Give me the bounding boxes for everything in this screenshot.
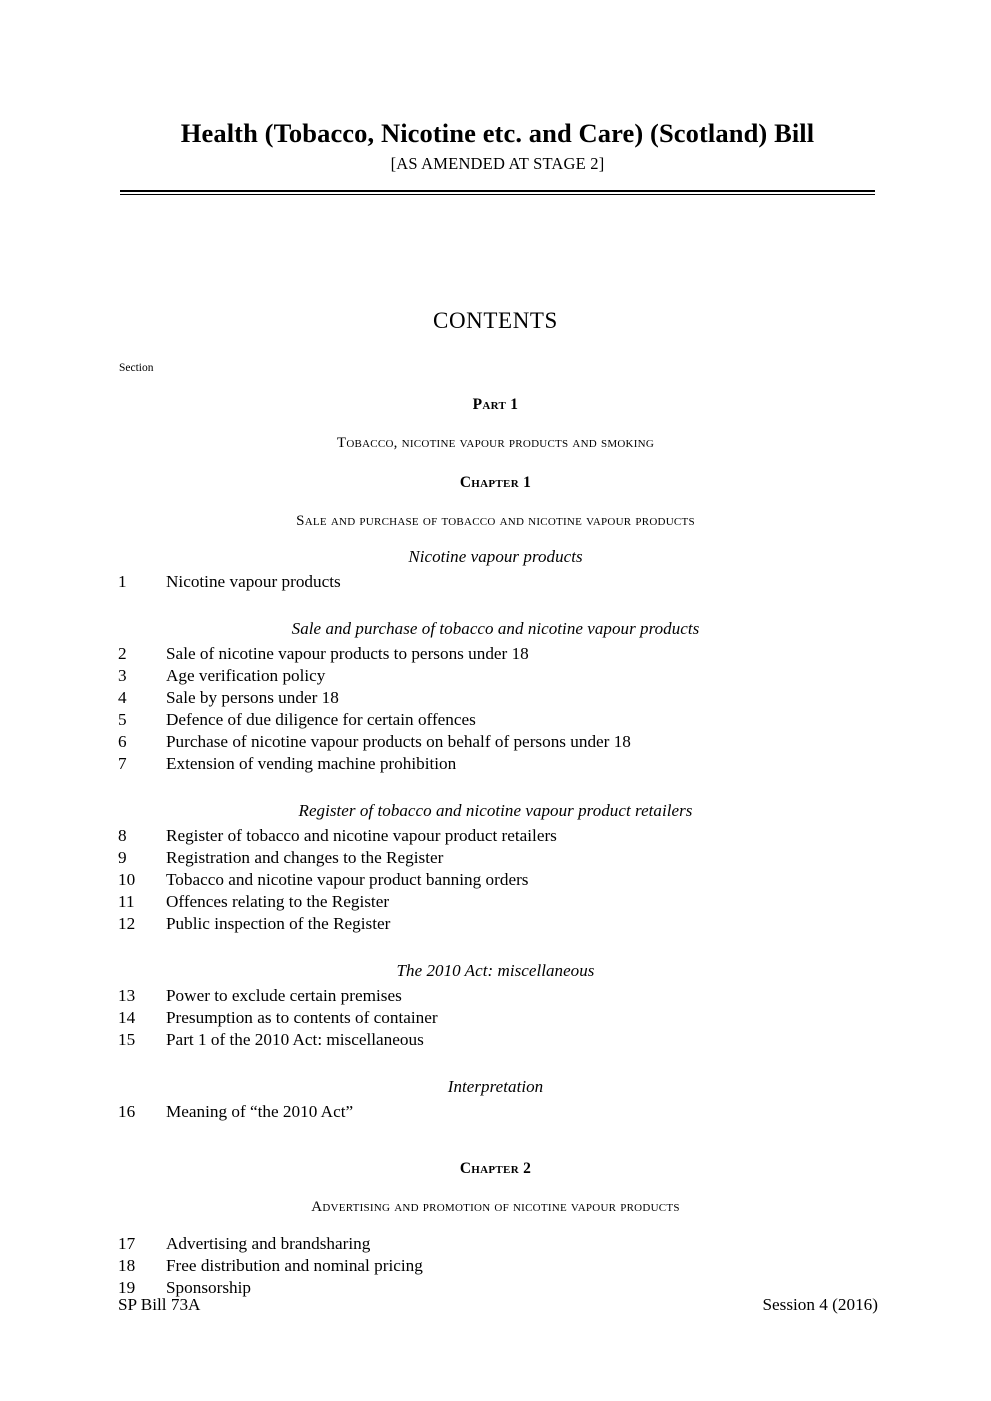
toc-entry[interactable] xyxy=(0,709,991,731)
spacer xyxy=(0,1216,991,1233)
toc-entry-number: 15 xyxy=(118,1030,136,1049)
toc-entry[interactable] xyxy=(0,1101,991,1123)
toc-entry-number: 9 xyxy=(118,848,127,867)
toc-entry[interactable] xyxy=(0,643,991,665)
toc-entry-label: Purchase of nicotine vapour products on behalf of persons under 18 xyxy=(166,732,631,751)
toc-entry-label: Power to exclude certain premises xyxy=(166,986,402,1005)
toc-entry-label: Sale of nicotine vapour products to persons under 18 xyxy=(166,644,529,663)
spacer xyxy=(0,593,991,619)
toc-entry-number: 2 xyxy=(118,644,127,663)
footer-session: Session 4 (2016) xyxy=(762,1295,878,1314)
toc-group-chapter2 xyxy=(0,1233,991,1299)
toc-entry-label: Age verification policy xyxy=(166,666,326,685)
part-subheading: Tobacco, nicotine vapour products and smoking xyxy=(336,435,655,451)
cross-heading-nicotine-vapour-products: Nicotine vapour products xyxy=(408,547,583,566)
toc-entry-label: Offences relating to the Register xyxy=(166,892,390,911)
cross-heading-sale-and-purchase: Sale and purchase of tobacco and nicotine vapour products xyxy=(291,619,700,638)
toc-entry-number: 10 xyxy=(118,870,136,889)
toc-entry[interactable] xyxy=(0,1255,991,1277)
toc-group-4 xyxy=(0,985,991,1051)
toc-entry-label: Meaning of “the 2010 Act” xyxy=(166,1102,354,1121)
toc-entry[interactable] xyxy=(0,985,991,1007)
page-subtitle: [AS AMENDED AT STAGE 2] xyxy=(390,154,605,174)
toc-entry-number: 6 xyxy=(118,732,127,751)
toc-entry[interactable] xyxy=(0,869,991,891)
toc-entry-label: Sponsorship xyxy=(166,1278,251,1297)
toc-entry[interactable] xyxy=(0,1233,991,1255)
toc-entry[interactable] xyxy=(0,847,991,869)
toc-entry-number: 13 xyxy=(118,986,136,1005)
part-heading: Part 1 xyxy=(472,396,519,413)
toc-entry[interactable] xyxy=(0,1029,991,1051)
toc-entry-label: Registration and changes to the Register xyxy=(166,848,444,867)
toc-entry-label: Part 1 of the 2010 Act: miscellaneous xyxy=(166,1030,424,1049)
toc-group-2 xyxy=(0,643,991,775)
section-column-label: Section xyxy=(119,362,154,374)
title-block xyxy=(120,118,875,174)
toc-entry-number: 11 xyxy=(118,892,135,911)
spacer xyxy=(0,492,991,513)
toc-entry-label: Advertising and brandsharing xyxy=(166,1234,371,1253)
toc-entry-number: 14 xyxy=(118,1008,136,1027)
cross-heading-register: Register of tobacco and nicotine vapour product retailers xyxy=(298,801,693,820)
toc-entry[interactable] xyxy=(0,891,991,913)
footer-bill-number: SP Bill 73A xyxy=(118,1295,201,1314)
toc-entry-number: 4 xyxy=(118,688,127,707)
toc-entry[interactable] xyxy=(0,825,991,847)
toc-entry-number: 16 xyxy=(118,1102,136,1121)
page-footer xyxy=(118,1295,878,1315)
toc-entry[interactable] xyxy=(0,571,991,593)
header-divider xyxy=(120,190,875,196)
toc-entry-number: 17 xyxy=(118,1234,136,1253)
toc-entry[interactable] xyxy=(0,665,991,687)
toc-entry-label: Tobacco and nicotine vapour product banning orders xyxy=(166,870,529,889)
toc-entry-label: Defence of due diligence for certain offences xyxy=(166,710,476,729)
toc-group-1 xyxy=(0,571,991,593)
toc-entry-label: Register of tobacco and nicotine vapour product retailers xyxy=(166,826,557,845)
toc-entry[interactable] xyxy=(0,731,991,753)
toc-entry[interactable] xyxy=(0,1007,991,1029)
toc-entry-label: Free distribution and nominal pricing xyxy=(166,1256,423,1275)
contents-heading: CONTENTS xyxy=(433,308,558,333)
chapter1-subheading: Sale and purchase of tobacco and nicotine vapour products xyxy=(296,513,695,529)
toc-entry-number: 5 xyxy=(118,710,127,729)
chapter2-subheading: Advertising and promotion of nicotine vapour products xyxy=(311,1199,680,1215)
toc-entry-label: Extension of vending machine prohibition xyxy=(166,754,457,773)
chapter1-heading: Chapter 1 xyxy=(459,474,532,491)
toc-entry-number: 7 xyxy=(118,754,127,773)
cross-heading-2010-act-miscellaneous: The 2010 Act: miscellaneous xyxy=(396,961,595,980)
toc-group-3 xyxy=(0,825,991,935)
cross-heading-interpretation: Interpretation xyxy=(447,1077,544,1096)
spacer xyxy=(0,452,991,474)
toc-entry-label: Public inspection of the Register xyxy=(166,914,391,933)
chapter2-heading: Chapter 2 xyxy=(459,1160,532,1177)
page-title: Health (Tobacco, Nicotine etc. and Care) (Scotland) Bill xyxy=(180,118,815,148)
toc-entry[interactable] xyxy=(0,753,991,775)
spacer xyxy=(0,935,991,961)
toc-entry-number: 18 xyxy=(118,1256,136,1275)
toc-entry-number: 3 xyxy=(118,666,127,685)
toc-entry-number: 8 xyxy=(118,826,127,845)
spacer xyxy=(0,775,991,801)
divider-thin-line xyxy=(120,194,875,195)
spacer xyxy=(0,414,991,435)
toc-entry-label: Presumption as to contents of container xyxy=(166,1008,438,1027)
spacer xyxy=(0,1178,991,1199)
spacer xyxy=(0,530,991,547)
toc-entry-label: Sale by persons under 18 xyxy=(166,688,339,707)
toc-group-5 xyxy=(0,1101,991,1123)
table-of-contents xyxy=(0,396,991,1299)
toc-entry[interactable] xyxy=(0,687,991,709)
toc-entry-number: 19 xyxy=(118,1278,136,1297)
toc-entry-number: 12 xyxy=(118,914,136,933)
toc-entry-number: 1 xyxy=(118,572,127,591)
toc-entry-label: Nicotine vapour products xyxy=(166,572,341,591)
toc-entry[interactable] xyxy=(0,913,991,935)
spacer xyxy=(0,1123,991,1160)
spacer xyxy=(0,1051,991,1077)
